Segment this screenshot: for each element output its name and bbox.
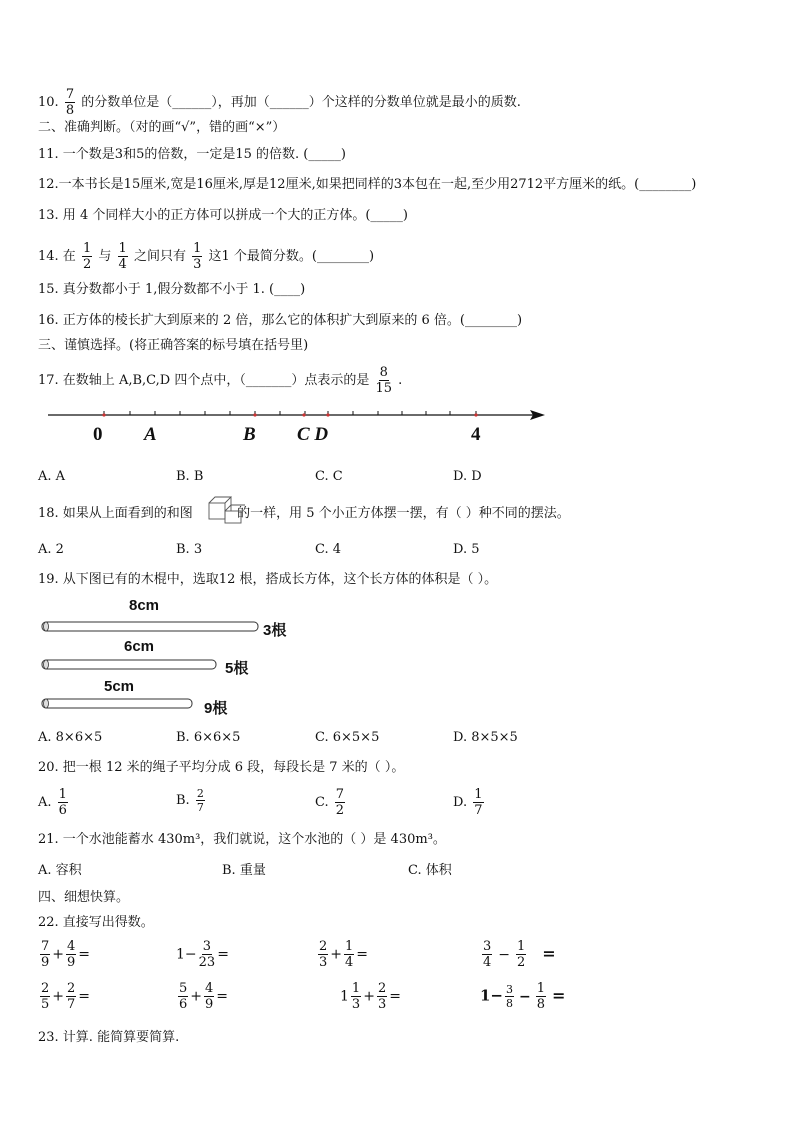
option-d[interactable]: D. D xyxy=(453,469,482,484)
cube-figure-icon xyxy=(205,494,245,528)
fraction: $\frac{1}{6}$ xyxy=(58,787,67,818)
fraction: $\frac{1}{2}$ xyxy=(82,241,92,272)
option-a[interactable]: A. 容积 xyxy=(38,863,82,878)
option-c[interactable]: C. 6×5×5 xyxy=(315,730,380,745)
number-line xyxy=(40,405,550,425)
fraction: $\frac{1}{3}$ xyxy=(193,241,202,272)
question-12: 12.一本书长是15厘米,宽是16厘米,厚是12厘米,如果把同样的3本包在一起,至少用2712平方厘米的纸。(________) xyxy=(38,177,697,192)
option-c[interactable]: C. 4 xyxy=(315,542,342,557)
expression: $\frac{3}{4}$ − $\frac{1}{2}$ = xyxy=(483,939,556,970)
stick-count-label: 5根 xyxy=(225,660,249,677)
option-b[interactable]: B. $\frac{2}{7}$ xyxy=(176,787,204,814)
option-d[interactable]: D. $\frac{1}{7}$ xyxy=(453,787,483,818)
fraction: $\frac{1}{4}$ xyxy=(118,241,127,272)
expression: $\frac{2}{3}$ + $\frac{1}{4}$ = xyxy=(319,939,369,970)
fraction: $\frac{1}{7}$ xyxy=(474,787,483,818)
option-a[interactable]: A. 8×6×5 xyxy=(38,730,103,745)
question-21: 21. 一个水池能蓄水 430m³，我们就说，这个水池的（ ）是 430m³。 xyxy=(38,832,446,847)
question-23: 23. 计算. 能简算要简算. xyxy=(38,1030,180,1045)
stick-length-label: 8cm xyxy=(129,597,160,614)
point-0 xyxy=(102,413,105,416)
fraction: $\frac{2}{7}$ xyxy=(196,787,204,814)
question-15: 15. 真分数都小于 1,假分数都不小于 1. (____) xyxy=(38,282,306,297)
stick-8cm xyxy=(40,620,262,634)
section-heading-2: 二、准确判断。（对的画“√”，错的画“×”） xyxy=(38,120,286,135)
question-13: 13. 用 4 个同样大小的正方体可以拼成一个大的正方体。(_____) xyxy=(38,208,408,223)
stick-6cm xyxy=(40,658,220,672)
question-20: 20. 把一根 12 米的绳子平均分成 6 段，每段长是 7 米的（ ）。 xyxy=(38,760,405,775)
point-c xyxy=(302,413,305,416)
option-d[interactable]: D. 8×5×5 xyxy=(453,730,518,745)
axis-label-0: 0 xyxy=(93,424,103,445)
question-19: 19. 从下图已有的木棍中，选取12 根，搭成长方体，这个长方体的体积是（ ）。 xyxy=(38,572,498,587)
axis-label-a: A xyxy=(144,424,157,445)
axis-label-4: 4 xyxy=(471,424,481,445)
stick-count-label: 3根 xyxy=(263,622,287,639)
stick-5cm xyxy=(40,697,196,711)
option-b[interactable]: B. B xyxy=(176,469,204,484)
axis-label-cd: C D xyxy=(297,424,329,445)
point-d xyxy=(326,413,329,416)
question-text: 的分数单位是（______），再加（______）个这样的分数单位就是最小的质数. xyxy=(81,95,521,110)
stick-length-label: 6cm xyxy=(124,638,155,655)
stick-count-label: 9根 xyxy=(204,700,228,717)
option-a[interactable]: A. $\frac{1}{6}$ xyxy=(38,787,67,818)
expression: 1− $\frac{3}{8}$ − $\frac{1}{8}$ = xyxy=(480,981,566,1012)
expression: 1− $\frac{3}{23}$ = xyxy=(176,939,229,970)
point-b xyxy=(253,413,256,416)
option-b[interactable]: B. 3 xyxy=(176,542,203,557)
question-16: 16. 正方体的棱长扩大到原来的 2 倍，那么它的体积扩大到原来的 6 倍。(________) xyxy=(38,313,523,328)
question-10 xyxy=(38,88,521,117)
question-17: 17. 在数轴上 A,B,C,D 四个点中，（_______）点表示的是 $\frac{8}{15}$ . xyxy=(38,365,403,396)
question-14: 14. 在 $\frac{1}{2}$ 与 $\frac{1}{4}$ 之间只有 $\frac{1}{3}$ 这1 个最简分数。(________) xyxy=(38,241,375,272)
stick-length-label: 5cm xyxy=(104,678,135,695)
option-c[interactable]: C. $\frac{7}{2}$ xyxy=(315,787,345,818)
question-22: 22. 直接写出得数。 xyxy=(38,915,154,930)
option-b[interactable]: B. 重量 xyxy=(222,863,266,878)
expression: $\frac{7}{9}$ + $\frac{4}{9}$ = xyxy=(41,939,91,970)
fraction: $\frac{7}{2}$ xyxy=(335,787,345,818)
expression: $\frac{5}{6}$ + $\frac{4}{9}$ = xyxy=(179,981,229,1012)
fraction: $\frac{8}{15}$ xyxy=(375,365,393,396)
section-heading-4: 四、细想快算。 xyxy=(38,890,130,905)
expression: $\frac{2}{5}$ + $\frac{2}{7}$ = xyxy=(41,981,91,1012)
question-number: 10. xyxy=(38,95,59,110)
point-4 xyxy=(474,413,477,416)
option-a[interactable]: A. 2 xyxy=(38,542,64,557)
question-18: 18. 如果从上面看到的和图 的一样，用 5 个小正方体摆一摆，有（ ）种不同的摆法。 xyxy=(38,506,570,521)
option-b[interactable]: B. 6×6×5 xyxy=(176,730,241,745)
option-c[interactable]: C. C xyxy=(315,469,343,484)
option-c[interactable]: C. 体积 xyxy=(408,863,452,878)
question-11: 11. 一个数是3和5的倍数，一定是15 的倍数. (_____) xyxy=(38,147,346,162)
option-d[interactable]: D. 5 xyxy=(453,542,480,557)
fraction: $\frac{7}{8}$ xyxy=(65,87,75,118)
section-heading-3: 三、谨慎选择。(将正确答案的标号填在括号里) xyxy=(38,338,309,353)
axis-label-b: B xyxy=(243,424,256,445)
option-a[interactable]: A. A xyxy=(38,469,66,484)
expression: 1 $\frac{1}{3}$ + $\frac{2}{3}$ = xyxy=(340,981,401,1012)
